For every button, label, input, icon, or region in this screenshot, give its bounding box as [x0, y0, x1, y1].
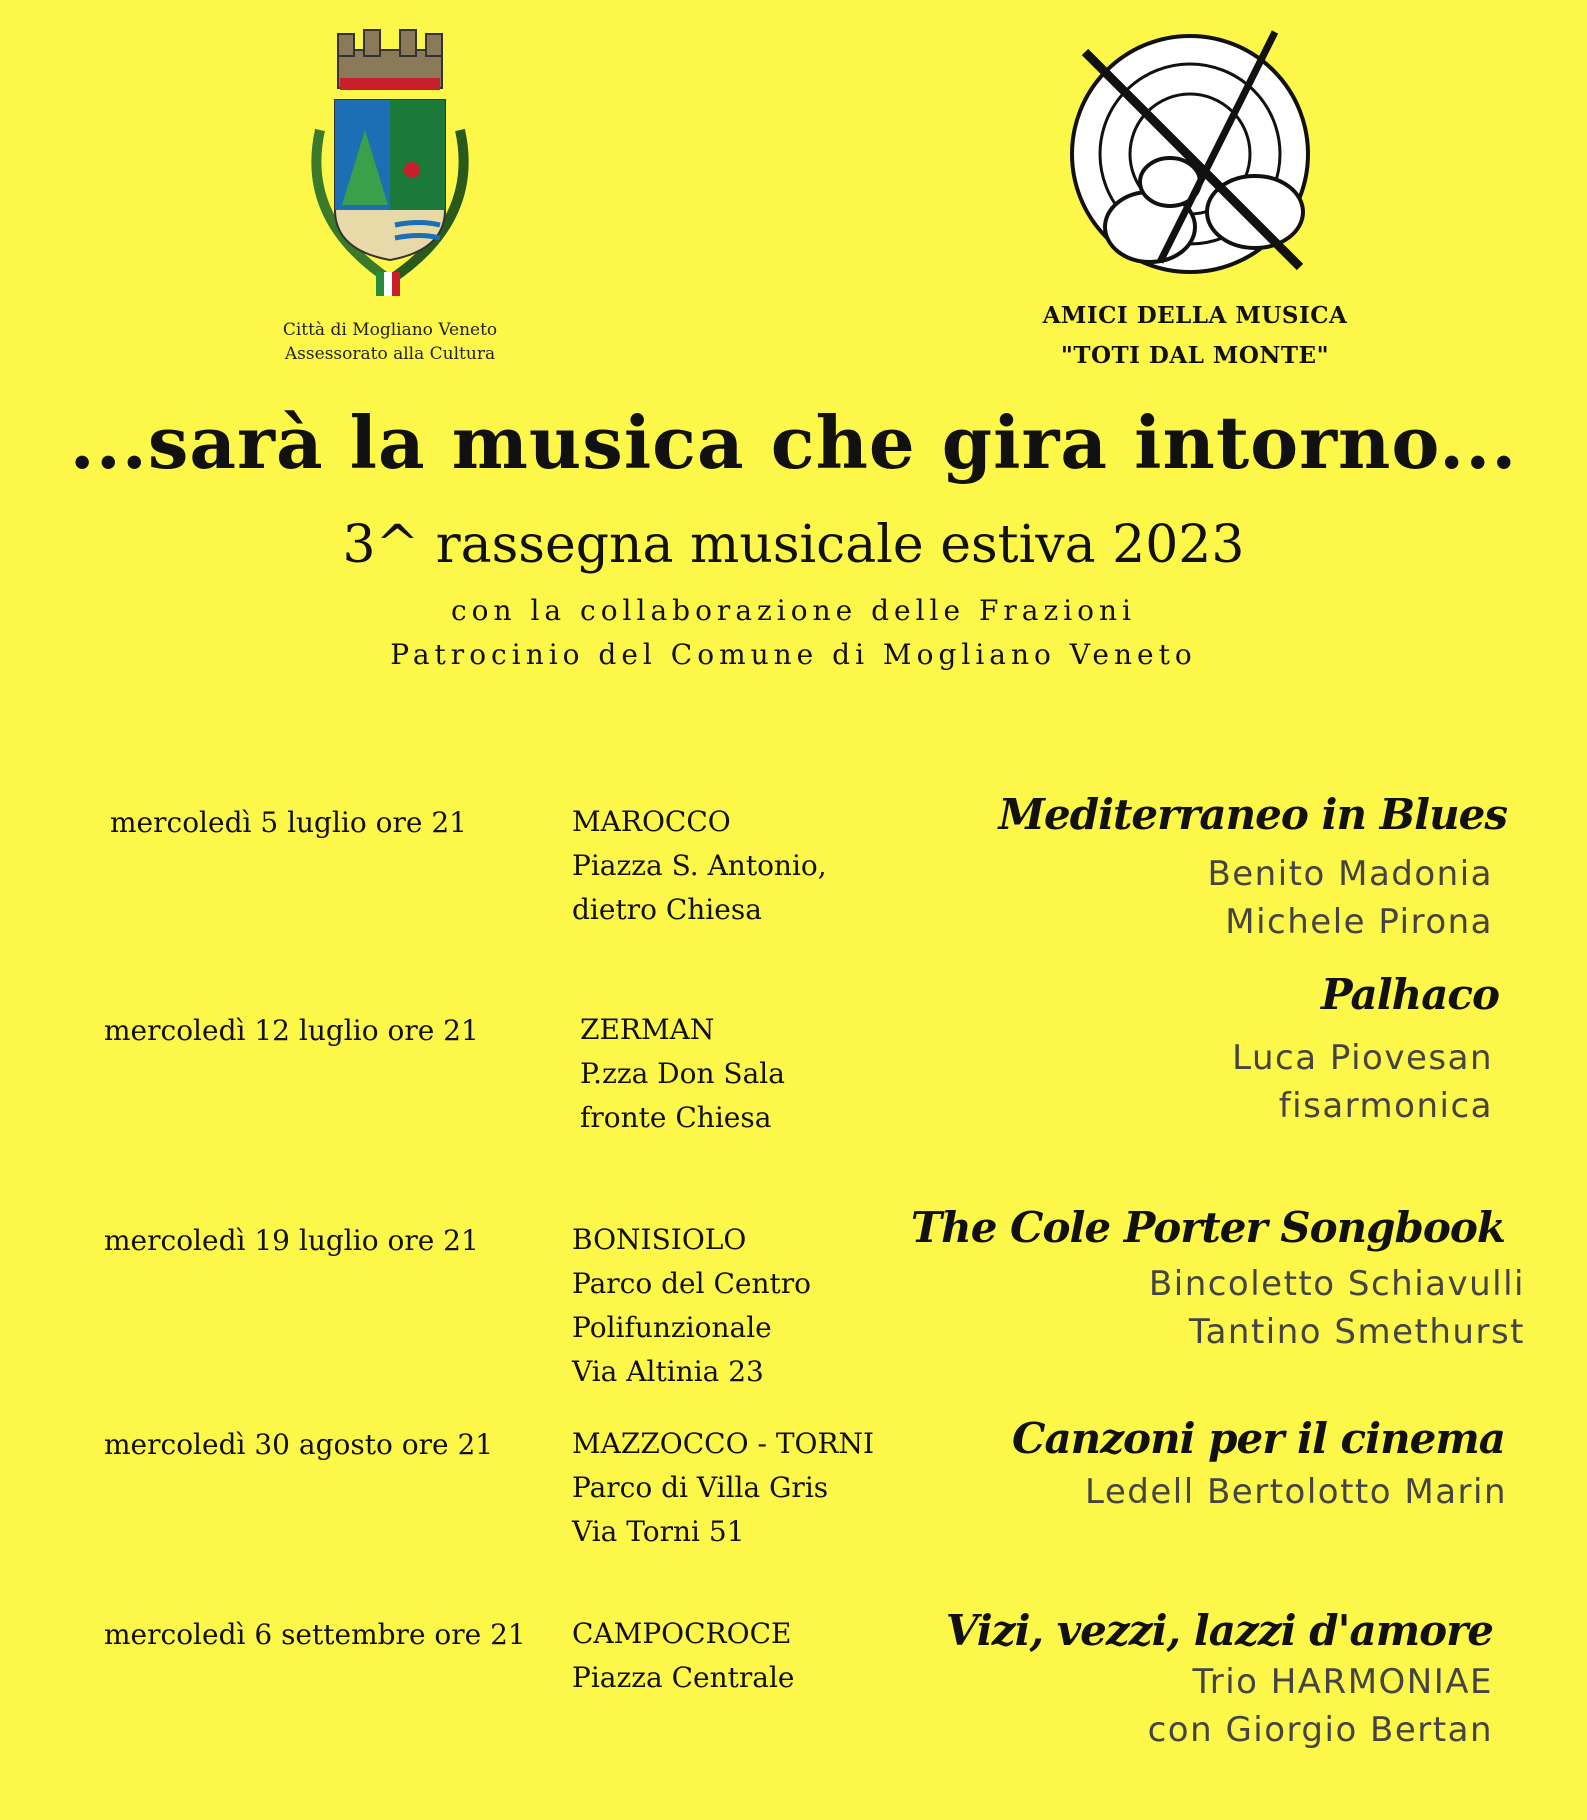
performer-line: Tantino Smethurst	[1188, 1312, 1525, 1352]
event-date: mercoledì 5 luglio ore 21	[110, 806, 467, 839]
event-place-line: ZERMAN	[580, 1013, 715, 1046]
event-performers	[1085, 1468, 1507, 1516]
performer-line: Michele Pirona	[1225, 902, 1493, 942]
event-place	[572, 1218, 811, 1394]
performer-line: Luca Piovesan	[1232, 1038, 1493, 1078]
event-performers	[1148, 1658, 1493, 1754]
event-date: mercoledì 6 settembre ore 21	[104, 1618, 526, 1651]
crown-icon	[338, 30, 442, 90]
patronage-line: Patrocinio del Comune di Mogliano Veneto	[390, 638, 1197, 671]
event-place-line: Piazza S. Antonio,	[572, 849, 827, 882]
event-place	[572, 800, 827, 932]
event-title: Palhaco	[1321, 970, 1499, 1019]
event-place-line: Parco del Centro	[572, 1267, 811, 1300]
event-place	[580, 1008, 785, 1140]
event-title: Mediterraneo in Blues	[998, 790, 1507, 839]
event-place-line: Parco di Villa Gris	[572, 1471, 829, 1504]
event-place	[572, 1422, 874, 1554]
event-date: mercoledì 19 luglio ore 21	[104, 1224, 479, 1257]
performer-line: fisarmonica	[1278, 1086, 1493, 1126]
main-title: ...sarà la musica che gira intorno...	[69, 400, 1518, 485]
subtitle: 3^ rassegna musicale estiva 2023	[342, 515, 1245, 575]
event-place-line: CAMPOCROCE	[572, 1617, 792, 1650]
event-date: mercoledì 30 agosto ore 21	[104, 1428, 494, 1461]
event-date: mercoledì 12 luglio ore 21	[104, 1014, 479, 1047]
event-place-line: P.zza Don Sala	[580, 1057, 785, 1090]
event-performers	[1232, 1034, 1493, 1130]
event-place-line: dietro Chiesa	[572, 893, 762, 926]
event-place	[572, 1612, 794, 1700]
event-place-line: fronte Chiesa	[580, 1101, 772, 1134]
coat-of-arms-logo	[290, 20, 490, 310]
event-title: The Cole Porter Songbook	[910, 1203, 1505, 1252]
event-performers	[1149, 1260, 1525, 1356]
left-logo-caption	[230, 318, 550, 366]
performer-line: Ledell Bertolotto Marin	[1085, 1472, 1507, 1512]
event-performers	[1207, 850, 1493, 946]
event-title: Vizi, vezzi, lazzi d'amore	[945, 1606, 1493, 1655]
performer-line: Bincoletto Schiavulli	[1148, 1264, 1525, 1304]
event-place-line: Via Torni 51	[572, 1515, 745, 1548]
performer-line: con Giorgio Bertan	[1147, 1710, 1493, 1750]
event-place-line: MAZZOCCO - TORNI	[572, 1427, 875, 1460]
department-name: Assessorato alla Cultura	[284, 344, 496, 364]
performer-line: Trio HARMONIAE	[1192, 1662, 1493, 1702]
event-place-line: Polifunzionale	[572, 1311, 772, 1344]
collaboration-line: con la collaborazione delle Frazioni	[450, 594, 1137, 627]
event-place-line: MAROCCO	[572, 805, 731, 838]
event-place-line: Via Altinia 23	[572, 1355, 764, 1388]
event-place-line: Piazza Centrale	[572, 1661, 795, 1694]
performer-line: Benito Madonia	[1207, 854, 1493, 894]
association-subname: "TOTI DAL MONTE"	[1060, 342, 1330, 369]
event-title: Canzoni per il cinema	[1012, 1414, 1505, 1463]
association-name: AMICI DELLA MUSICA	[1042, 302, 1348, 329]
right-logo-caption	[1000, 296, 1390, 376]
association-logo	[1040, 12, 1340, 297]
city-name: Città di Mogliano Veneto	[282, 320, 498, 340]
event-place-line: BONISIOLO	[572, 1223, 747, 1256]
